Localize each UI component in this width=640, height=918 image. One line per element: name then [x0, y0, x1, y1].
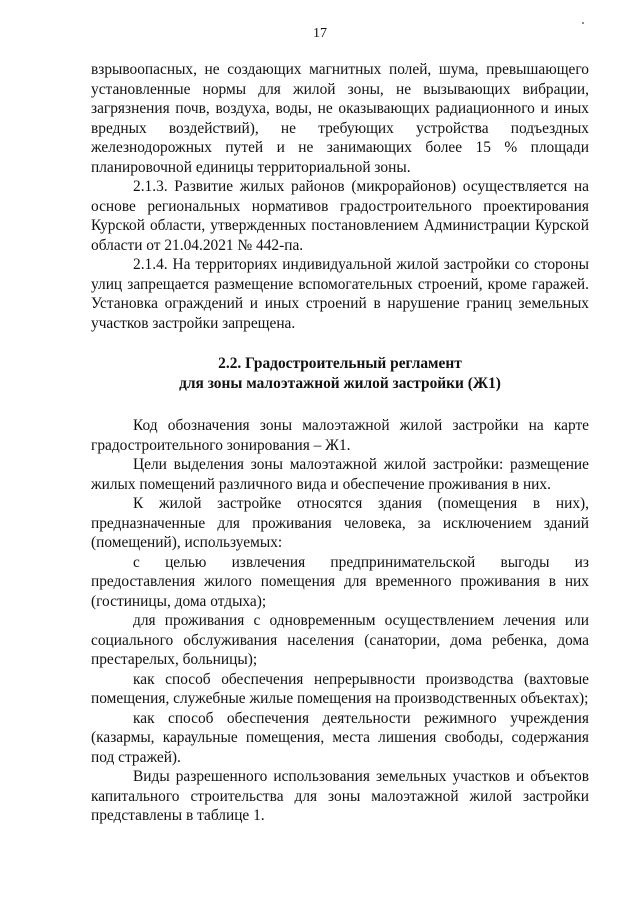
section-heading-line-2: для зоны малоэтажной жилой застройки (Ж1): [179, 374, 501, 392]
section-heading-line-1: 2.2. Градостроительный регламент: [218, 355, 462, 372]
list-item-production-use: как способ обеспечения непрерывности производства (вахтовые помещения, служебные жилые помещения на производственных объектах);: [91, 670, 589, 707]
page-body: [91, 60, 589, 826]
paragraph-residential-definition: К жилой застройке относятся здания (помещения в них), предназначенные для проживания человека, за исключением зданий (помещений), используемых:: [91, 495, 589, 551]
list-item-treatment-use: для проживания с одновременным осуществлением лечения или социального обслуживания населения (санатории, дома ребенка, дома престарелых, больницы);: [91, 612, 589, 668]
paragraph-zone-goals: Цели выделения зоны малоэтажной жилой застройки: размещение жилых помещений различного вида и обеспечение проживания в них.: [91, 456, 589, 493]
list-item-regime-use: как способ обеспечения деятельности режимного учреждения (казармы, караульные помещения, места лишения свободы, содержания под стражей).: [91, 709, 589, 766]
scan-speck: [582, 22, 584, 24]
paragraph-2-1-4: 2.1.4. На территориях индивидуальной жилой застройки со стороны улиц запрещается размещение вспомогательных строений, кроме гаражей. Установка ограждений и иных строений в нарушение границ земельных участков застройки запрещена.: [91, 256, 589, 332]
page-number: 17: [313, 26, 327, 41]
paragraph-2-1-3: 2.1.3. Развитие жилых районов (микрорайонов) осуществляется на основе региональных нормативов градостроительного проектирования Курской области, утвержденных постановлением Администрации Курской области от 21.04.2021 № 442-па.: [91, 178, 589, 254]
paragraph-continuation: взрывоопасных, не создающих магнитных полей, шума, превышающего установленные нормы для жилой зоны, не вызывающих вибрации, загрязнения почв, воздуха, воды, не оказывающих радиационного и иных вредных воздействий), не требующих устройства подъездных железнодорожных путей и не занимающих более 15 % площади планировочной единицы территориальной зоны.: [91, 61, 589, 176]
section-heading: [91, 354, 589, 393]
list-item-commercial-use: с целью извлечения предпринимательской выгоды из предоставления жилого помещения для временного проживания в них (гостиницы, дома отдыха);: [91, 553, 589, 610]
paragraph-zone-code: Код обозначения зоны малоэтажной жилой застройки на карте градостроительного зонирования – Ж1.: [91, 417, 589, 454]
paragraph-table-reference: Виды разрешенного использования земельных участков и объектов капитального строительства для зоны малоэтажной жилой застройки представлены в таблице 1.: [91, 768, 589, 824]
